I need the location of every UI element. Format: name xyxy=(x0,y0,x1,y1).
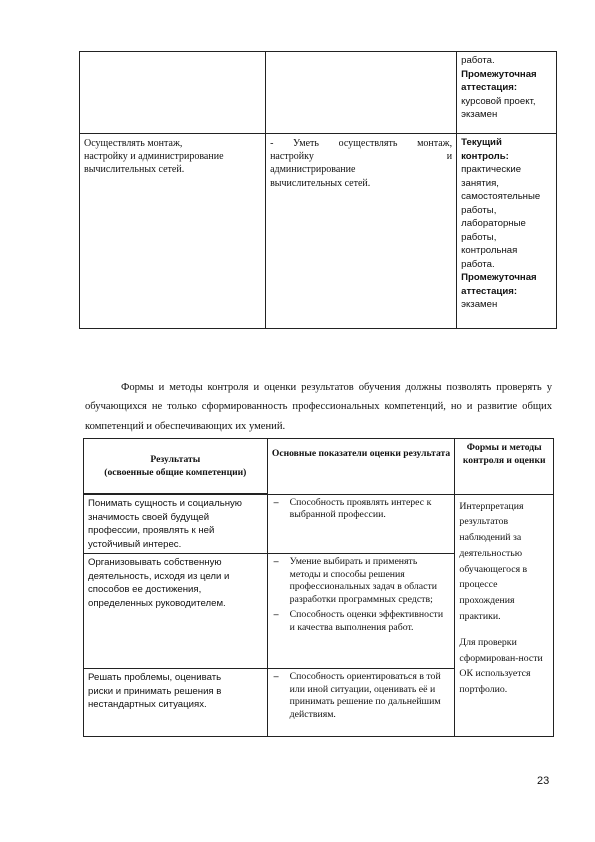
cell-line: контрольная xyxy=(461,245,518,256)
header-forms-text: Формы и методы контроля и оценки xyxy=(462,442,546,467)
cell-line: устойчивый интерес. xyxy=(88,538,182,550)
header-results xyxy=(84,439,268,495)
table-row-indicators xyxy=(267,494,455,554)
header-results-line2: (освоенные общие компетенции) xyxy=(104,467,247,478)
header-indicators xyxy=(267,439,455,495)
top-row1-col2 xyxy=(266,134,457,329)
cell-line-bold: контроль: xyxy=(461,150,509,162)
forms-cell xyxy=(455,494,554,737)
list-item: – Способность ориентироваться в той или иной ситуации, оценивать её и принимать решение по дальнейшим действиям. xyxy=(272,671,451,721)
cell-line: экзамен xyxy=(461,299,498,310)
cell-line: вычислительных сетей. xyxy=(270,177,371,189)
top-row0-col3 xyxy=(457,52,557,134)
cell-line: Организовывать собственную xyxy=(88,557,222,568)
top-row1-col3 xyxy=(457,134,557,329)
cell-line: нестандартных ситуациях. xyxy=(88,699,207,710)
cell-line-mixed xyxy=(461,150,552,164)
cell-line-bold: Промежуточная xyxy=(461,68,537,80)
cell-line: администрирование xyxy=(270,164,356,176)
list-item: – Умение выбирать и применять методы и способы решения профессиональных задач в области разработки программных средств; xyxy=(272,556,451,606)
page-number: 23 xyxy=(537,775,550,787)
cell-line: настройку и администрирование xyxy=(84,151,224,163)
cell-line: курсовой проект, xyxy=(461,95,536,107)
cell-line: самостоятельные xyxy=(461,191,541,202)
cell-line: работы, xyxy=(461,231,497,243)
forms-text-2: Для проверки сформирован-ности ОК используется портфолио. xyxy=(459,636,543,696)
indicator-list xyxy=(272,556,451,635)
cell-line-bold: Текущий xyxy=(461,137,502,148)
cell-line: деятельность, исходя из цели и xyxy=(88,570,230,582)
cell-line-bold: аттестация: xyxy=(461,285,518,297)
cell-line: занятия, xyxy=(461,177,499,189)
cell-line: лабораторные xyxy=(461,218,526,229)
cell-line: профессии, проявлять к ней xyxy=(88,525,215,536)
forms-text-1: Интерпретация результатов наблюдений за деятельностью обучающегося в процессе прохождения практики. xyxy=(459,500,528,623)
intro-paragraph xyxy=(85,378,552,436)
cell-line-bold: Промежуточная xyxy=(461,272,537,283)
cell-line: Понимать сущность и социальную xyxy=(88,498,242,509)
paragraph-text: Формы и методы контроля и оценки результатов обучения должны позволять проверять у обучающихся не только сформированность профессиональных компетенций, но и развитие общих компетенций и обеспечивающих их умений. xyxy=(85,382,552,432)
cell-line: работа. xyxy=(461,55,495,66)
cell-line: работа. xyxy=(461,258,495,270)
cell-line: определенных руководителем. xyxy=(88,597,226,609)
list-item: – Способность оценки эффективности и качества выполнения работ. xyxy=(272,609,451,634)
table-row-indicators xyxy=(267,669,455,737)
cell-line: экзамен xyxy=(461,109,498,120)
table-row-indicators xyxy=(267,554,455,669)
indicator-list xyxy=(272,671,451,721)
cell-line: вычислительных сетей. xyxy=(84,164,185,176)
table-row-result xyxy=(84,554,268,669)
competence-table-continued xyxy=(79,51,557,329)
header-results-line1: Результаты xyxy=(150,453,201,465)
top-row0-col1 xyxy=(80,52,266,134)
header-indicators-text: Основные показатели оценки результата xyxy=(271,448,451,459)
cell-word: и xyxy=(446,151,453,163)
top-row1-col1 xyxy=(80,134,266,329)
cell-word: настройку xyxy=(270,151,314,163)
table-row-result xyxy=(84,669,268,737)
cell-line: - Уметь осуществлять монтаж, xyxy=(270,138,453,149)
cell-line: работы, xyxy=(461,204,497,216)
cell-line-bold: аттестация: xyxy=(461,82,518,93)
list-item: – Способность проявлять интерес к выбранной профессии. xyxy=(272,497,451,522)
general-competence-table xyxy=(83,438,554,737)
cell-line: риски и принимать решения в xyxy=(88,685,222,697)
cell-line: практические xyxy=(461,164,522,175)
cell-line: значимость своей будущей xyxy=(88,511,210,523)
header-forms xyxy=(455,439,554,495)
top-row0-col2 xyxy=(266,52,457,134)
indicator-list xyxy=(272,497,451,522)
cell-line: Осуществлять монтаж, xyxy=(84,138,183,149)
cell-line: Решать проблемы, оценивать xyxy=(88,672,222,683)
table-row-result xyxy=(84,494,268,554)
cell-line: способов ее достижения, xyxy=(88,584,202,595)
